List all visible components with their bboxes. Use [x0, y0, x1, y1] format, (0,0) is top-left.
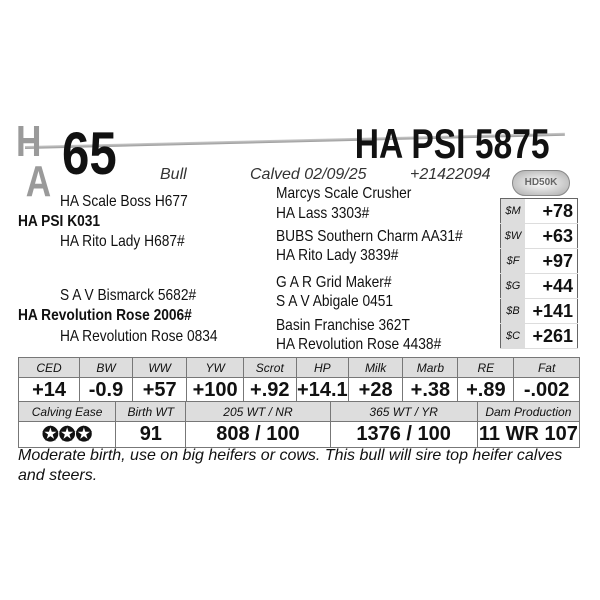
epd-header: Milk — [348, 358, 403, 378]
gen3-ancestor: S A V Abigale 0451 — [276, 293, 394, 310]
gen3-ancestor: HA Rito Lady 3839# — [276, 247, 399, 264]
perf-header: Calving Ease — [19, 402, 116, 422]
gen3-ancestor: BUBS Southern Charm AA31# — [276, 228, 463, 245]
perf-value: 808 / 100 — [186, 422, 330, 448]
epd-header: Scrot — [243, 358, 296, 378]
index-value: +44 — [525, 274, 578, 299]
epd-value: +.38 — [403, 378, 458, 403]
perf-header: 205 WT / NR — [186, 402, 330, 422]
index-label: $C — [501, 324, 526, 349]
epd-value: +100 — [187, 378, 243, 403]
sire: HA PSI K031 — [18, 213, 101, 230]
epd-header: BW — [80, 358, 133, 378]
index-value: +141 — [525, 299, 578, 324]
sire-sire: HA Scale Boss H677 — [60, 193, 188, 210]
epd-value: +.89 — [458, 378, 514, 403]
index-value: +261 — [525, 324, 578, 349]
epd-header: YW — [187, 358, 243, 378]
description: Moderate birth, use on big heifers or cows. This bull will sire top heifer calves and steers. — [18, 447, 563, 484]
gen3-ancestor: HA Revolution Rose 4438# — [276, 336, 442, 353]
epd-header: Marb — [403, 358, 458, 378]
hd50k-badge: HD50K — [512, 170, 570, 196]
epd-header: RE — [458, 358, 514, 378]
epd-value: +14.1 — [297, 378, 348, 401]
index-label: $W — [501, 224, 526, 249]
dam-sire: S A V Bismarck 5682# — [60, 287, 197, 304]
index-value: +78 — [525, 199, 578, 224]
perf-value: 91 — [116, 422, 186, 448]
epd-value: -0.9 — [80, 378, 133, 403]
perf-header: Dam Production — [477, 402, 579, 422]
epd-table — [18, 357, 580, 403]
animal-name: HA PSI 5875 — [355, 120, 550, 167]
perf-value: ✪✪✪ — [19, 422, 116, 448]
gen3-ancestor: G A R Grid Maker# — [276, 274, 392, 291]
epd-header: HP — [296, 358, 348, 378]
gen3-ancestor: HA Lass 3303# — [276, 205, 370, 222]
epd-value: +14 — [19, 378, 80, 403]
lot-number: 65 — [62, 120, 117, 187]
perf-value: 11 WR 107 — [477, 422, 579, 448]
index-label: $F — [501, 249, 526, 274]
registration-number: +21422094 — [410, 166, 491, 183]
epd-header: CED — [19, 358, 80, 378]
epd-value: +57 — [132, 378, 187, 403]
epd-value: +.92 — [243, 378, 296, 403]
perf-value: 1376 / 100 — [330, 422, 477, 448]
performance-table — [18, 401, 580, 448]
index-label: $M — [501, 199, 526, 224]
epd-header: Fat — [514, 358, 580, 378]
perf-header: Birth WT — [116, 402, 186, 422]
epd-value: -.002 — [514, 378, 580, 403]
index-value: +97 — [525, 249, 578, 274]
ranch-logo: H A — [16, 117, 52, 206]
index-value: +63 — [525, 224, 578, 249]
epd-header: WW — [132, 358, 187, 378]
index-table — [500, 198, 578, 349]
calved-date: Calved 02/09/25 — [250, 166, 367, 183]
sire-dam: HA Rito Lady H687# — [60, 233, 185, 250]
dam: HA Revolution Rose 2006# — [18, 307, 192, 324]
index-label: $B — [501, 299, 526, 324]
epd-value: +28 — [348, 378, 403, 403]
gen3-ancestor: Marcys Scale Crusher — [276, 185, 412, 202]
perf-header: 365 WT / YR — [330, 402, 477, 422]
gen3-ancestor: Basin Franchise 362T — [276, 317, 410, 334]
dam-dam: HA Revolution Rose 0834 — [60, 328, 218, 345]
index-label: $G — [501, 274, 526, 299]
sex: Bull — [160, 166, 187, 183]
